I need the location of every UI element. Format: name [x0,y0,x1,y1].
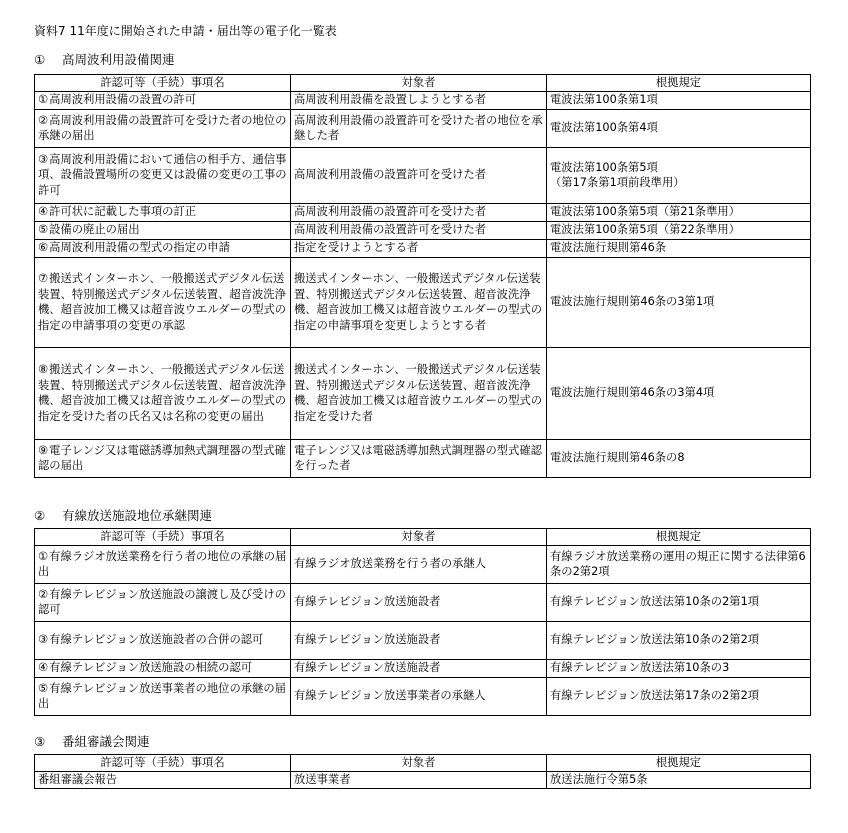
target-cell: 高周波利用設備の設置許可を受けた者 [291,203,547,221]
basis-cell: 電波法施行規則第46条 [547,239,811,257]
procedure-name: 搬送式インターホン、一般搬送式デジタル伝送装置、特別搬送式デジタル伝送装置、超音波洗浄機、超音波加工機又は超音波ウエルダーの型式の指定を受けた者の氏名又は名称の変更の届出 [38,363,287,423]
row-number: ⑧ [38,363,49,376]
basis-cell [547,147,811,203]
row-number: ① [38,93,49,107]
procedure-cell [35,221,291,239]
column-header-target: 対象者 [291,75,547,92]
table-row [35,147,811,203]
procedure-cell [35,771,291,788]
procedure-cell [35,677,291,715]
table-row [35,439,811,477]
procedure-name: 電子レンジ又は電磁誘導加熱式調理器の型式確認の届出 [38,443,286,472]
row-number: ④ [38,661,49,675]
basis-cell: 電波法第100条第1項 [547,91,811,109]
column-header-procedure: 許認可等（手続）事項名 [35,755,291,772]
table-program-council [34,754,811,789]
section-heading-2 [34,508,212,523]
procedure-name: 搬送式インターホン、一般搬送式デジタル伝送装置、特別搬送式デジタル伝送装置、超音波洗浄機、超音波加工機又は超音波ウエルダーの型式の指定の申請事項の変更の承認 [38,272,287,332]
target-cell: 高周波利用設備を設置しようとする者 [291,91,547,109]
section-heading-3 [34,734,150,749]
column-header-procedure: 許認可等（手続）事項名 [35,75,291,92]
table-row [35,221,811,239]
row-number: ⑤ [38,223,49,237]
target-cell: 有線テレビジョン放送施設者 [291,621,547,659]
table-row [35,771,811,788]
table-header-row [35,755,811,772]
row-number: ③ [38,152,49,166]
procedure-name: 有線テレビジョン放送事業者の地位の承継の届出 [38,681,286,710]
target-cell: 電子レンジ又は電磁誘導加熱式調理器の型式確認を行った者 [291,439,547,477]
row-number: ① [38,549,49,563]
basis-text: 電波法第100条第5項 [550,160,658,174]
target-cell: 指定を受けようとする者 [291,239,547,257]
basis-cell: 有線テレビジョン放送法第10条の2第1項 [547,583,811,621]
table-row [35,91,811,109]
procedure-name: 有線テレビジョン放送施設の譲渡し及び受けの認可 [38,587,286,616]
procedure-cell [35,109,291,147]
section-number: ② [34,508,46,523]
procedure-name: 高周波利用設備の設置許可を受けた者の地位の承継の届出 [38,113,287,142]
table-radio-equipment [34,74,811,478]
section-number: ① [34,52,46,67]
procedure-cell [35,257,291,347]
procedure-cell [35,659,291,677]
basis-note: （第17条第1項前段準用） [550,176,685,189]
procedure-name: 番組審議会報告 [38,772,118,786]
row-number: ⑨ [38,443,49,457]
row-number: ⑥ [38,241,49,255]
basis-cell: 有線テレビジョン放送法第10条の3 [547,659,811,677]
procedure-name: 高周波利用設備の設置の許可 [49,93,197,107]
procedure-name: 許可状に記載した事項の訂正 [49,205,197,219]
basis-cell: 電波法第100条第4項 [547,109,811,147]
target-cell: 高周波利用設備の設置許可を受けた者 [291,147,547,203]
target-cell: 搬送式インターホン、一般搬送式デジタル伝送装置、特別搬送式デジタル伝送装置、超音波洗浄機、超音波加工機又は超音波ウエルダーの型式の指定を受けた者 [291,347,547,439]
procedure-name: 有線テレビジョン放送施設者の合併の認可 [49,633,264,647]
procedure-cell [35,239,291,257]
basis-cell: 有線ラジオ放送業務の運用の規正に関する法律第6条の2第2項 [547,545,811,583]
procedure-name: 有線テレビジョン放送施設の相続の認可 [49,661,253,675]
target-cell: 高周波利用設備の設置許可を受けた者の地位を承継した者 [291,109,547,147]
section-heading-1 [34,52,175,67]
row-number: ② [38,587,49,601]
section-title: 有線放送施設地位承継関連 [62,508,213,523]
row-number: ⑤ [38,681,49,695]
table-row [35,545,811,583]
column-header-basis: 根拠規定 [547,75,811,92]
procedure-cell [35,347,291,439]
column-header-target: 対象者 [291,755,547,772]
row-number: ④ [38,205,49,219]
basis-cell: 電波法施行規則第46条の3第4項 [547,347,811,439]
table-row [35,239,811,257]
basis-cell: 電波法施行規則第46条の8 [547,439,811,477]
table-row [35,677,811,715]
table-row [35,621,811,659]
basis-cell: 放送法施行令第5条 [547,771,811,788]
target-cell: 高周波利用設備の設置許可を受けた者 [291,221,547,239]
procedure-cell [35,545,291,583]
procedure-name: 高周波利用設備の型式の指定の申請 [49,241,230,255]
procedure-cell [35,91,291,109]
procedure-name: 設備の廃止の届出 [49,223,140,237]
target-cell: 有線テレビジョン放送事業者の承継人 [291,677,547,715]
table-row [35,659,811,677]
target-cell: 搬送式インターホン、一般搬送式デジタル伝送装置、特別搬送式デジタル伝送装置、超音波洗浄機、超音波加工機又は超音波ウエルダーの型式の指定の申請事項を変更しようとする者 [291,257,547,347]
basis-cell: 電波法第100条第5項（第21条準用） [547,203,811,221]
column-header-basis: 根拠規定 [547,755,811,772]
basis-cell: 有線テレビジョン放送法第17条の2第2項 [547,677,811,715]
table-header-row [35,75,811,92]
section-title: 高周波利用設備関連 [62,52,175,67]
table-row [35,257,811,347]
column-header-procedure: 許認可等（手続）事項名 [35,529,291,546]
row-number: ② [38,113,49,127]
table-row [35,109,811,147]
column-header-target: 対象者 [291,529,547,546]
procedure-cell [35,203,291,221]
table-row [35,203,811,221]
target-cell: 有線テレビジョン放送施設者 [291,659,547,677]
section-number: ③ [34,734,46,749]
procedure-name: 高周波利用設備において通信の相手方、通信事項、設備設置場所の変更又は設備の変更の工事の許可 [38,152,287,197]
column-header-basis: 根拠規定 [547,529,811,546]
basis-cell: 電波法第100条第5項（第22条準用） [547,221,811,239]
procedure-cell [35,621,291,659]
procedure-cell [35,439,291,477]
table-header-row [35,529,811,546]
table-row [35,347,811,439]
row-number: ③ [38,633,49,647]
basis-cell: 有線テレビジョン放送法第10条の2第2項 [547,621,811,659]
target-cell: 有線ラジオ放送業務を行う者の承継人 [291,545,547,583]
section-title: 番組審議会関連 [62,734,150,749]
target-cell: 有線テレビジョン放送施設者 [291,583,547,621]
procedure-cell [35,147,291,203]
procedure-cell [35,583,291,621]
basis-cell: 電波法施行規則第46条の3第1項 [547,257,811,347]
target-cell: 放送事業者 [291,771,547,788]
row-number: ⑦ [38,272,49,285]
table-row [35,583,811,621]
table-cable-broadcast [34,528,811,716]
document-title: 資料7 11年度に開始された申請・届出等の電子化一覧表 [34,24,337,38]
procedure-name: 有線ラジオ放送業務を行う者の地位の承継の届出 [38,549,287,578]
